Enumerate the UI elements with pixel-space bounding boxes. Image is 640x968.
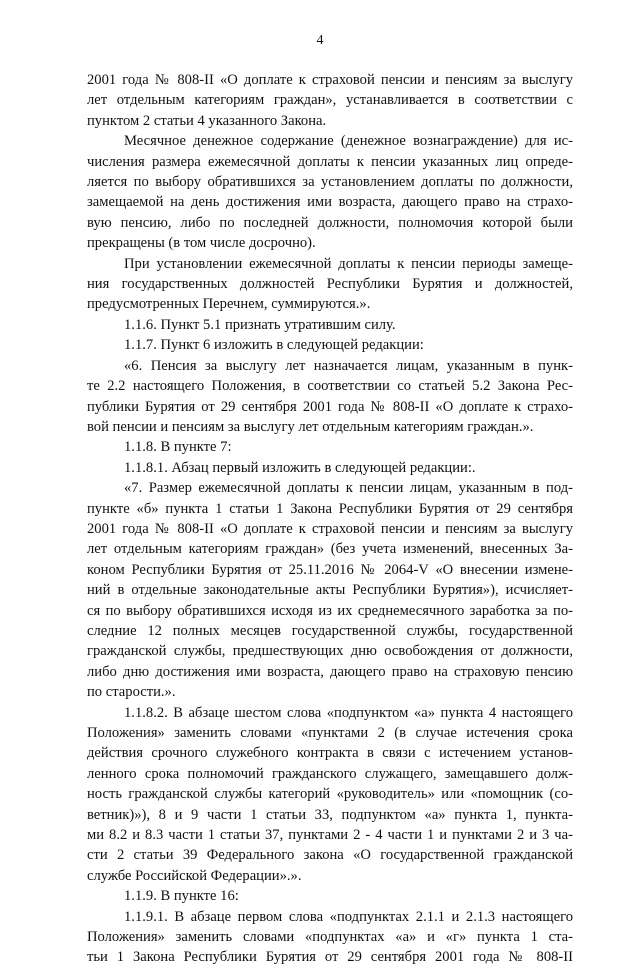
text-line: службе Российской Федерации».». <box>87 867 302 884</box>
text-line: ния государственных должностей Республики Бурятия и должностей, <box>87 276 573 293</box>
text-line: 1.1.7. Пункт 6 изложить в следующей редакции: <box>124 337 424 354</box>
text-line: Месячное денежное содержание (денежное вознаграждение) для ис- <box>124 133 573 150</box>
text-line: публики Бурятия от 29 сентября 2001 года № 808-II «О доплате к страхо- <box>87 398 573 415</box>
text-line: предусмотренных Перечнем, суммируются.». <box>87 296 371 313</box>
text-line: ний в отдельные законодательные акты Республики Бурятия»), исчисляет- <box>87 582 573 599</box>
text-line: Положения» заменить словами «пунктами 2 (в случае истечения срока <box>87 725 573 741</box>
text-line: 1.1.6. Пункт 5.1 признать утратившим силу. <box>124 316 396 333</box>
text-line: числения размера ежемесячной доплаты к пенсии указанных лиц опреде- <box>87 153 573 170</box>
text-line: 1.1.8. В пункте 7: <box>124 439 232 456</box>
text-line: 2001 года № 808-II «О доплате к страховой пенсии и пенсиям за выслугу <box>87 72 573 88</box>
text-line: прекращены (в том числе досрочно). <box>87 235 316 252</box>
text-line: гражданской службы, предшествующих дню освобождения от должности, <box>87 643 573 660</box>
text-line: вую пенсию, либо по последней должности, полномочия которой были <box>87 214 573 231</box>
text-line: ми 8.2 и 8.3 части 1 статьи 37, пунктами 2 - 4 части 1 и пунктами 2 и 3 ча- <box>87 827 573 844</box>
document-body <box>87 70 573 968</box>
text-line: коном Республики Бурятия от 25.11.2016 № 2064-V «О внесении измене- <box>87 561 573 578</box>
text-line: либо дню достижения ими возраста, дающего право на страховую пенсию <box>87 663 573 680</box>
text-line: «7. Размер ежемесячной доплаты к пенсии лицам, указанным в под- <box>124 480 573 497</box>
text-line: по старости.». <box>87 684 176 701</box>
text-line: лет отдельным категориям граждан» (без учета изменений, внесенных За- <box>87 541 573 558</box>
text-line: ленного срока полномочий гражданского служащего, замещавшего долж- <box>87 765 573 782</box>
text-line: «6. Пенсия за выслугу лет назначается лицам, указанным в пунк- <box>124 357 573 374</box>
text-line: 1.1.9.1. В абзаце первом слова «подпунктах 2.1.1 и 2.1.3 настоящего <box>124 908 573 925</box>
page-number: 4 <box>316 33 324 48</box>
text-line: следние 12 полных месяцев государственной службы, государственной <box>87 622 573 639</box>
text-line: те 2.2 настоящего Положения, в соответствии со статьей 5.2 Закона Рес- <box>87 378 573 395</box>
text-line: лет отдельным категориям граждан», устанавливается в соответствии с <box>87 92 573 109</box>
text-line: пунктом 2 статьи 4 указанного Закона. <box>87 112 327 129</box>
text-line: тьи 1 Закона Республики Бурятия от 29 сентября 2001 года № 808-II <box>87 949 573 966</box>
text-line: ляется по выбору обратившихся за установлением доплаты по должности, <box>87 174 573 191</box>
text-line: ся по выбору обратившихся исходя из их среднемесячного заработка за по- <box>87 602 573 619</box>
text-line: действия срочного служебного контракта в связи с истечением установ- <box>87 745 573 762</box>
text-line: ность гражданской службы категорий «руководитель» или «помощник (со- <box>87 786 573 803</box>
text-line: пункте «б» пункта 1 статьи 1 Закона Республики Бурятия от 29 сентября <box>87 500 573 517</box>
text-line: сти 2 статьи 39 Федерального закона «О государственной гражданской <box>87 847 573 864</box>
text-line: При установлении ежемесячной доплаты к пенсии периоды замеще- <box>124 255 573 272</box>
text-line: 2001 года № 808-II «О доплате к страховой пенсии и пенсиям за выслугу <box>87 520 573 537</box>
text-line: ветник)»), 8 и 9 части 1 статьи 33, подпунктом «а» пункта 1, пункта- <box>87 806 573 823</box>
text-line: 1.1.9. В пункте 16: <box>124 888 239 905</box>
text-line: Положения» заменить словами «подпунктах «а» и «г» пункта 1 ста- <box>87 929 573 946</box>
text-line: замещаемой на день достижения ими возраста, дающего право на страхо- <box>87 194 573 211</box>
text-line: 1.1.8.2. В абзаце шестом слова «подпунктом «а» пункта 4 настоящего <box>124 704 573 721</box>
text-line: вой пенсии и пенсиям за выслугу лет отдельным категориям граждан.». <box>87 418 534 435</box>
text-line: 1.1.8.1. Абзац первый изложить в следующей редакции:. <box>124 459 476 476</box>
